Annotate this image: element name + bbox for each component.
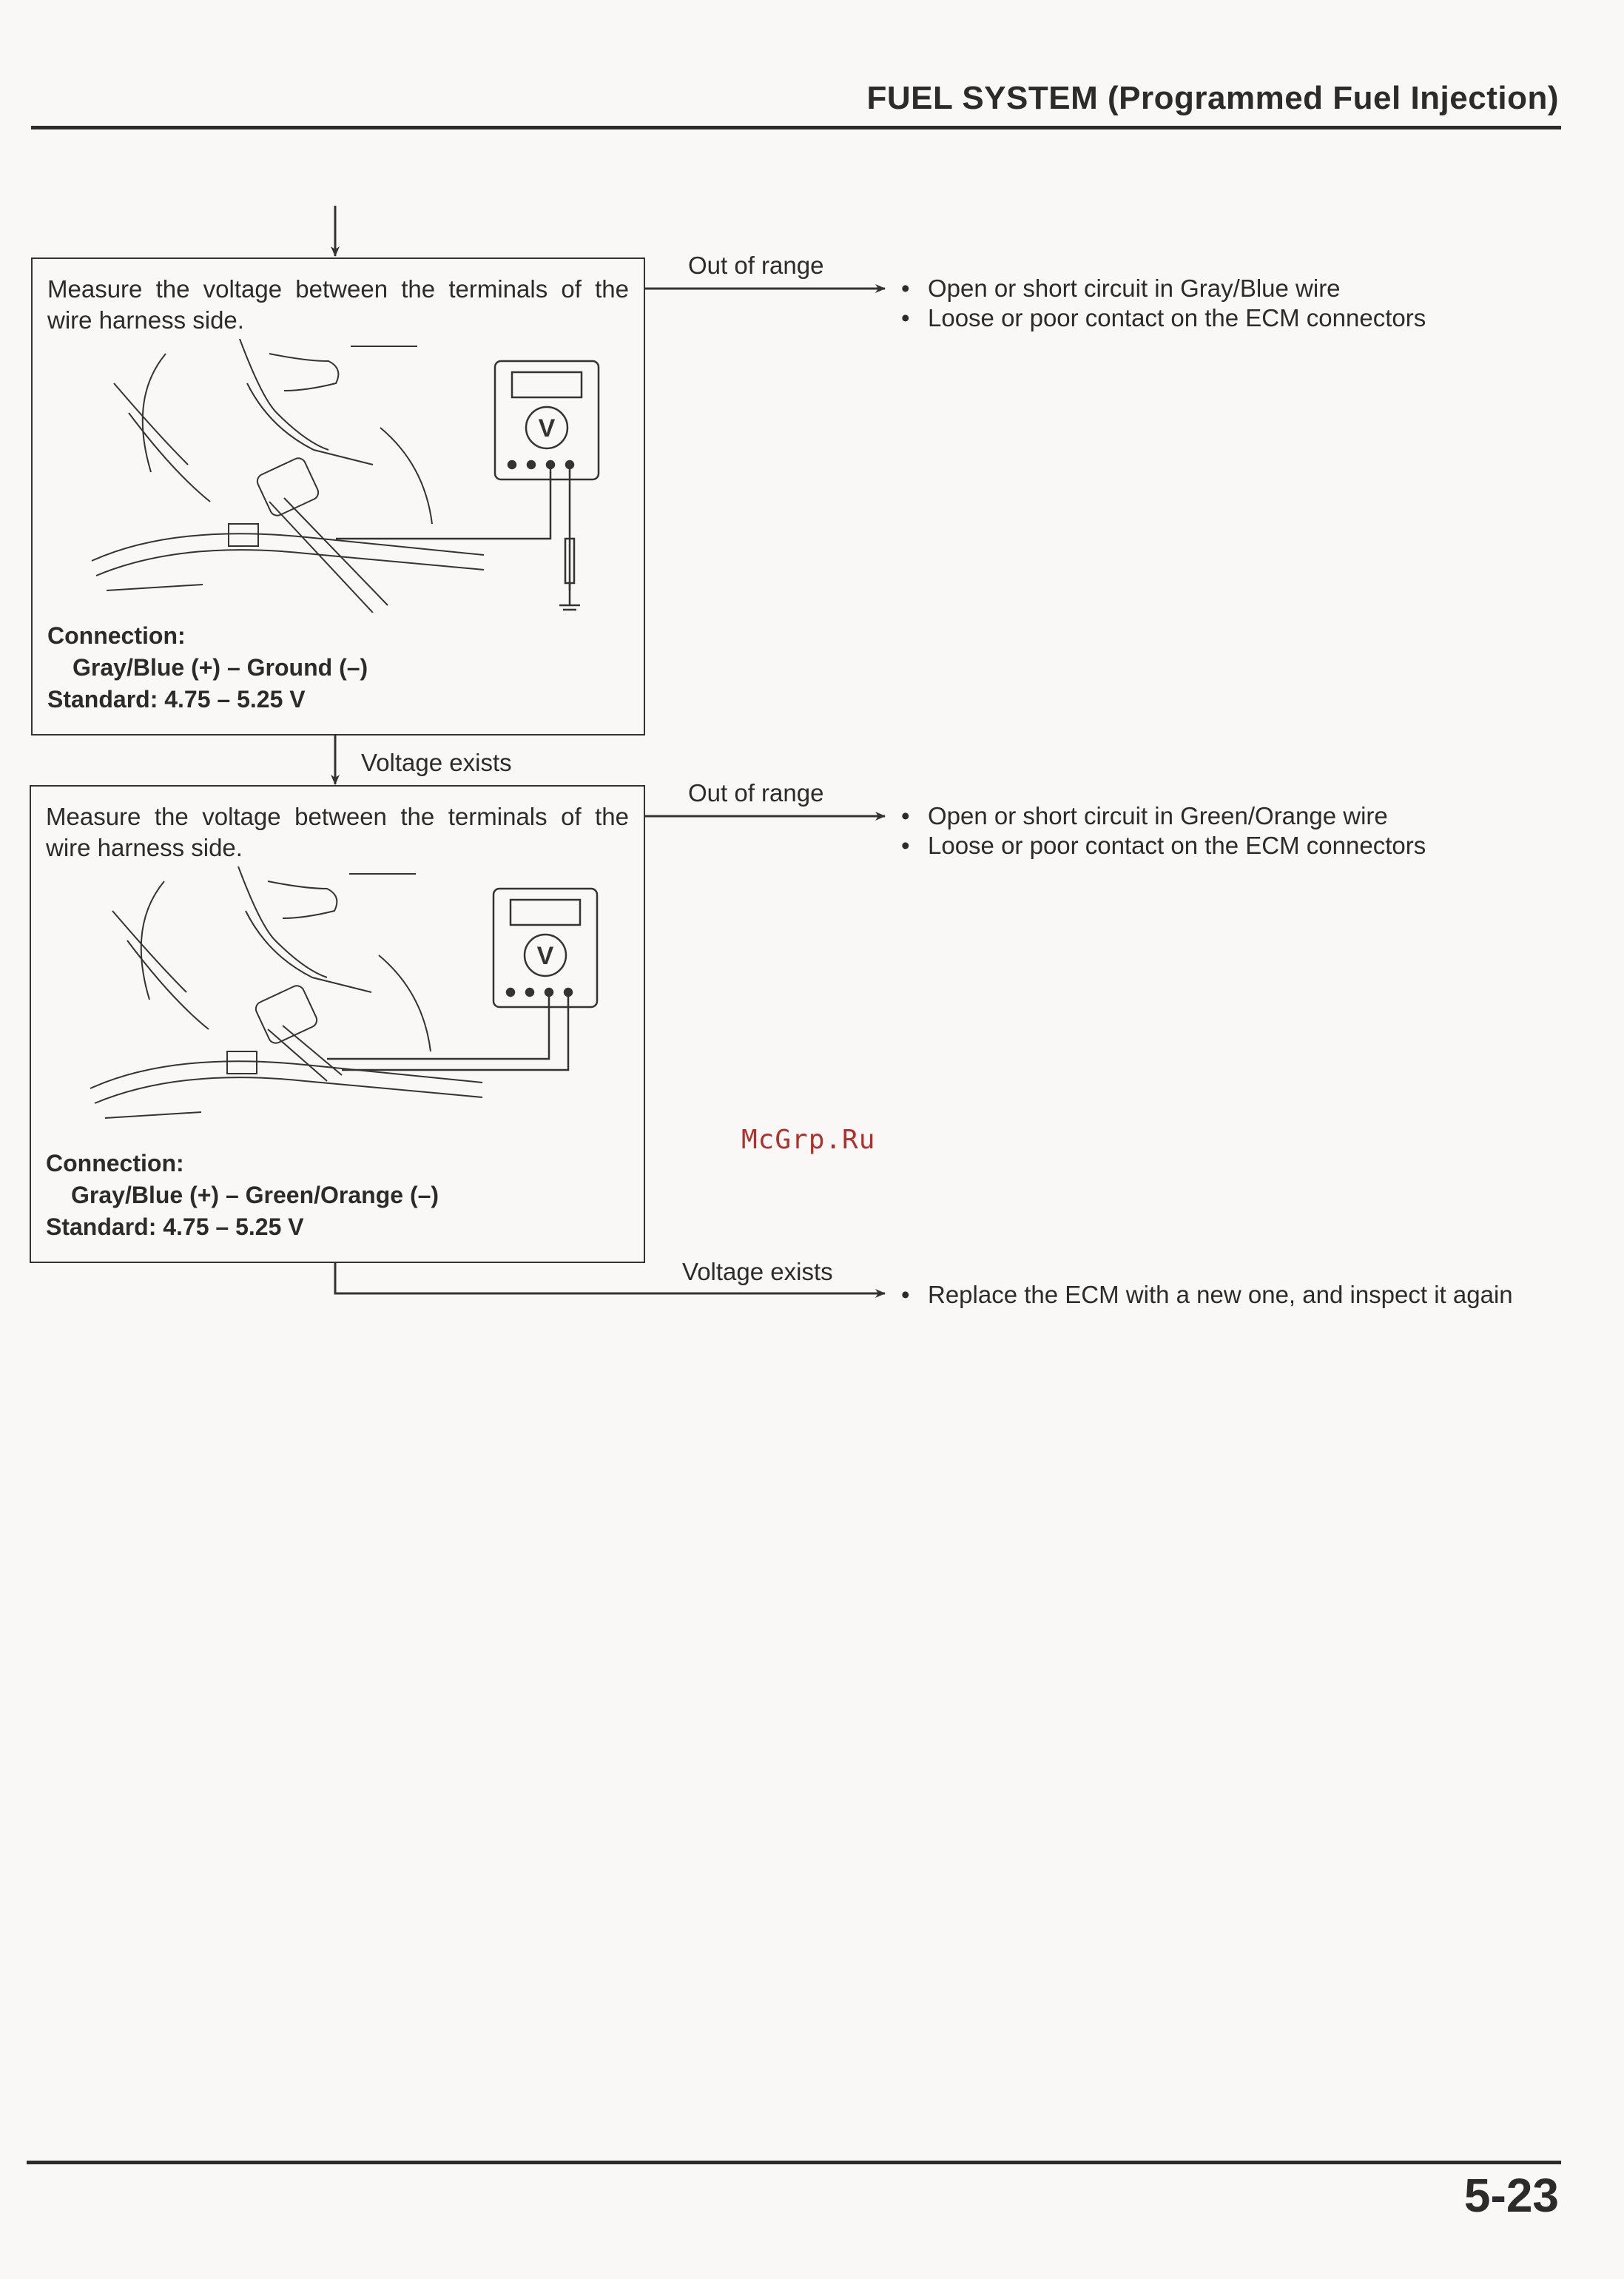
footer-rule [27, 2161, 1561, 2164]
step1-cause-2: • Loose or poor contact on the ECM connectors [901, 303, 1567, 333]
step2-cause-1: • Open or short circuit in Green/Orange wire [901, 801, 1567, 831]
step2-out-of-range-causes [901, 801, 1567, 861]
step2-illustration [83, 866, 616, 1140]
final-action-text: • Replace the ECM with a new one, and inspect it again [901, 1280, 1537, 1310]
step2-connection [46, 1148, 439, 1243]
step1-connection [47, 620, 368, 716]
step1-meter-symbol: V [538, 414, 556, 442]
step1-out-of-range-label: Out of range [688, 252, 824, 279]
step1-out-of-range-causes [901, 274, 1567, 333]
step2-connection-value: Gray/Blue (+) – Green/Orange (–) [71, 1182, 439, 1208]
page-header-title: FUEL SYSTEM (Programmed Fuel Injection) [866, 80, 1559, 116]
step1-connection-label: Connection: [47, 622, 186, 649]
step1-box [31, 257, 645, 735]
page-number: 5-23 [1463, 2169, 1559, 2222]
step1-connection-value: Gray/Blue (+) – Ground (–) [73, 654, 368, 681]
step1-standard: Standard: 4.75 – 5.25 V [47, 686, 306, 713]
step1-illustration [84, 339, 617, 613]
final-action [901, 1280, 1537, 1310]
step2-standard: Standard: 4.75 – 5.25 V [46, 1213, 304, 1240]
step1-instruction: Measure the voltage between the terminals of the wire harness side. [47, 275, 629, 334]
step1-cause-1: • Open or short circuit in Gray/Blue wire [901, 274, 1567, 303]
step2-out-of-range-label: Out of range [688, 779, 824, 807]
step2-cause-2: • Loose or poor contact on the ECM connectors [901, 831, 1567, 861]
step2-connection-label: Connection: [46, 1150, 184, 1176]
step1-next-label: Voltage exists [361, 749, 512, 776]
step1-multimeter [336, 361, 599, 613]
watermark: McGrp.Ru [741, 1125, 876, 1155]
step2-instruction: Measure the voltage between the terminals of the wire harness side. [46, 803, 629, 861]
step2-next-label: Voltage exists [682, 1258, 833, 1285]
step2-box [30, 785, 645, 1263]
step2-meter-symbol: V [536, 942, 554, 970]
step2-multimeter [327, 889, 597, 1070]
